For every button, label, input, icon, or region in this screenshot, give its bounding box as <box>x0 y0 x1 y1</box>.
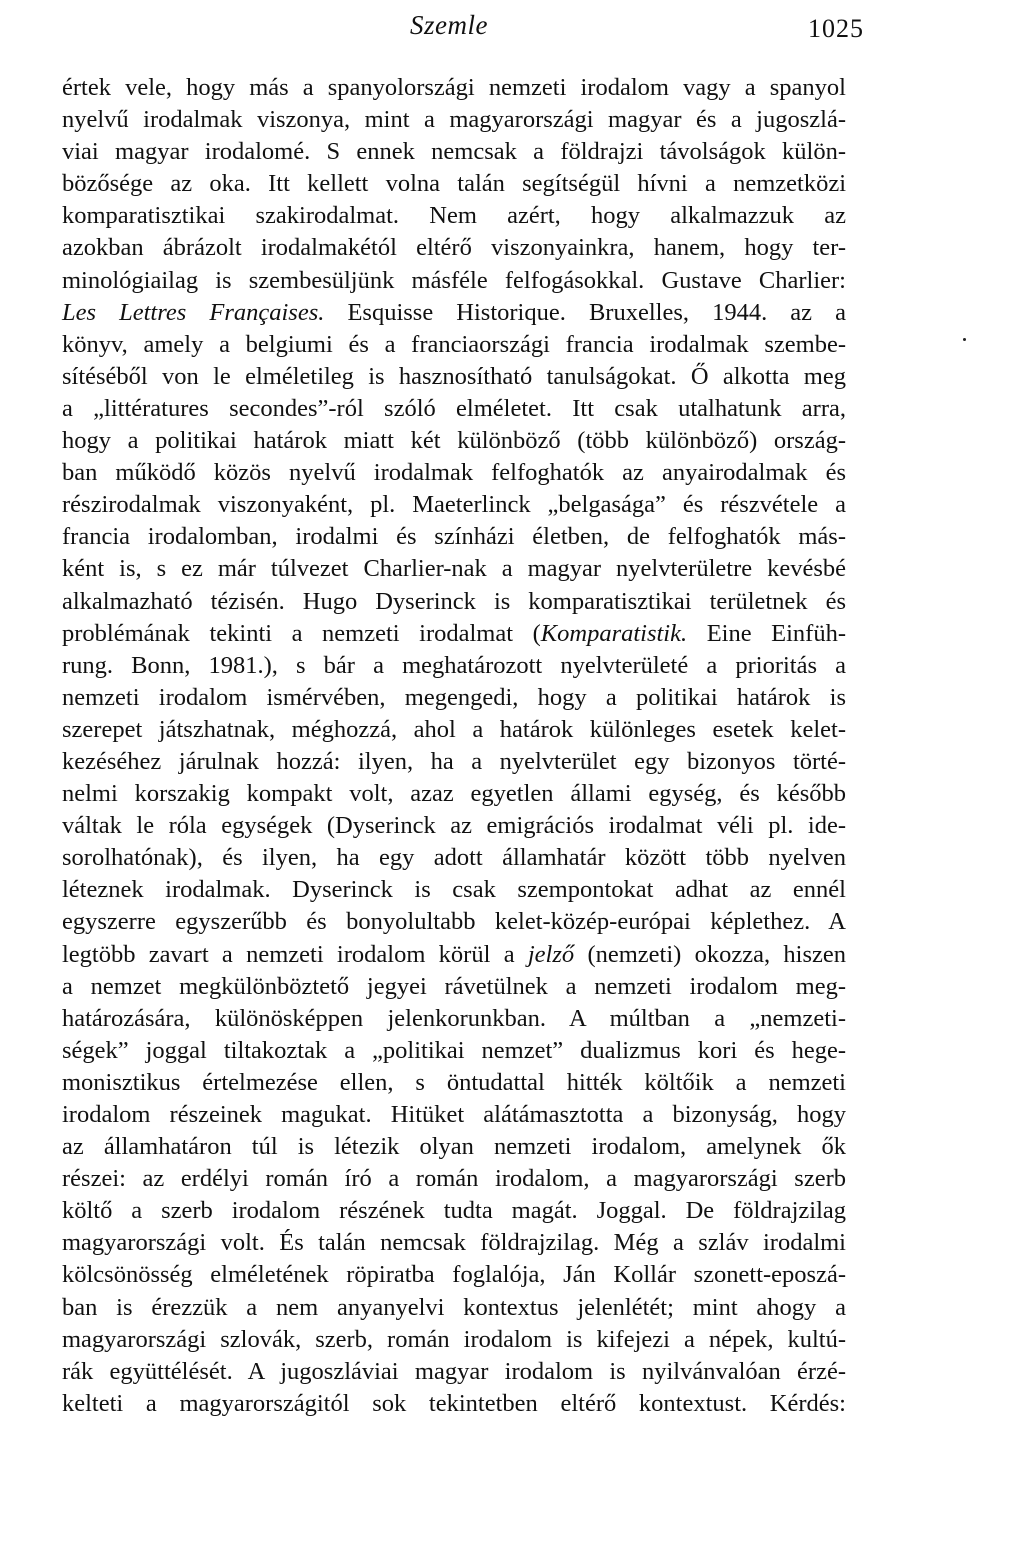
page-number: 1025 <box>808 14 864 43</box>
text-line: költő a szerb irodalom részének tudta magát. Joggal. De földrajzilag <box>62 1197 846 1225</box>
text-line: ban is érezzük a nem anyanyelvi kontextus jelenlétét; mint ahogy a <box>62 1293 846 1321</box>
text-line: minológiailag is szembesüljünk másféle felfogásokkal. Gustave Charlier: <box>62 266 846 294</box>
text-line: rák együttélését. A jugoszláviai magyar irodalom is nyilvánvalóan érzé- <box>62 1357 846 1385</box>
text-line: nyelvű irodalmak viszonya, mint a magyarországi magyar és a jugoszlá- <box>62 106 846 134</box>
text-line: kelteti a magyarországitól sok tekintetben eltérő kontextust. Kérdés: <box>62 1389 846 1417</box>
body-paragraph <box>62 72 846 1420</box>
emphasis: jelző <box>527 940 575 968</box>
text-line: értek vele, hogy más a spanyolországi nemzeti irodalom vagy a spanyol <box>62 74 846 101</box>
print-speck <box>963 338 966 341</box>
running-title: Szemle <box>410 10 488 40</box>
text-line: hogy a politikai határok miatt két különböző (több különböző) ország- <box>62 427 846 455</box>
text-line: francia irodalomban, irodalmi és színházi életben, de felfoghatók más- <box>62 523 846 551</box>
text-line: komparatisztikai szakirodalmat. Nem azért, hogy alkalmazzuk az <box>62 202 846 230</box>
text-line: monisztikus értelmezése ellen, s öntudattal hitték költőik a nemzeti <box>62 1068 846 1096</box>
text-line: magyarországi szlovák, szerb, román irodalom is kifejezi a népek, kultú- <box>62 1325 846 1353</box>
text-line: nelmi korszakig kompakt volt, azaz egyetlen állami egység, és később <box>62 780 846 808</box>
text-line: irodalom részeinek magukat. Hitüket alátámasztotta a bizonyság, hogy <box>62 1101 846 1128</box>
text-line: határozására, különösképpen jelenkorunkban. A múltban a „nemzeti- <box>62 1004 846 1032</box>
text-line: kezéséhez járulnak hozzá: ilyen, ha a nyelvterület egy bizonyos törté- <box>62 747 846 775</box>
text-line: problémának tekinti a nemzeti irodalmat (Komparatistik. Eine Einfüh- <box>62 619 846 647</box>
text-line: az államhatáron túl is létezik olyan nemzeti irodalom, amelynek ők <box>62 1133 846 1161</box>
page-header <box>0 10 1024 50</box>
text-line: könyv, amely a belgiumi és a franciaországi francia irodalmak szembe- <box>62 330 846 358</box>
book-title: Les Lettres Françaises. <box>62 298 325 326</box>
text-line: váltak le róla egységek (Dyserinck az emigrációs irodalmat véli pl. ide- <box>62 812 846 840</box>
text-line: nemzeti irodalom ismérvében, megengedi, hogy a politikai határok is <box>62 683 846 711</box>
text-line: magyarországi volt. És talán nemcsak földrajzilag. Még a szláv irodalmi <box>62 1229 846 1257</box>
text-line: léteznek irodalmak. Dyserinck is csak szempontokat adhat az ennél <box>62 876 846 904</box>
text-line: egyszerre egyszerűbb és bonyolultabb kelet-közép-európai képlethez. A <box>62 908 846 936</box>
book-title: Komparatistik. <box>540 619 688 647</box>
text-line: ban működő közös nyelvű irodalmak felfoghatók az anyairodalmak és <box>62 459 846 487</box>
text-line: legtöbb zavart a nemzeti irodalom körül a jelző (nemzeti) okozza, hiszen <box>62 940 846 968</box>
text-line: kölcsönösség elméletének röpiratba foglalója, Ján Kollár szonett-eposzá- <box>62 1261 846 1289</box>
text-line: részirodalmak viszonyaként, pl. Maeterlinck „belgasága” és részvétele a <box>62 491 846 519</box>
text-line: rung. Bonn, 1981.), s bár a meghatározott nyelvterületé a prioritás a <box>62 651 846 679</box>
text-line: a „littératures secondes”-ról szóló elméletet. Itt csak utalhatunk arra, <box>62 394 846 422</box>
text-line: sítéséből von le elméletileg is hasznosítható tanulságokat. Ő alkotta meg <box>62 362 846 390</box>
text-line: szerepet játszhatnak, méghozzá, ahol a határok különleges esetek kelet- <box>62 715 846 743</box>
text-line: alkalmazható tézisén. Hugo Dyserinck is komparatisztikai területnek és <box>62 587 846 615</box>
text-line: a nemzet megkülönböztető jegyei rávetülnek a nemzeti irodalom meg- <box>62 972 846 1000</box>
text-line: ségek” joggal tiltakoztak a „politikai nemzet” dualizmus kori és hege- <box>62 1036 846 1064</box>
text-line: viai magyar irodalomé. S ennek nemcsak a földrajzi távolságok külön- <box>62 138 846 166</box>
text-line: azokban ábrázolt irodalmakétól eltérő viszonyainkra, hanem, hogy ter- <box>62 234 846 262</box>
text-line: sorolhatónak), és ilyen, ha egy adott államhatár között több nyelven <box>62 844 846 872</box>
text-line: részei: az erdélyi román író a román irodalom, a magyarországi szerb <box>62 1165 846 1193</box>
text-line: ként is, s ez már túlvezet Charlier-nak a magyar nyelvterületre kevésbé <box>62 555 846 583</box>
text-line: bözősége az oka. Itt kellett volna talán segítségül hívni a nemzetközi <box>62 170 846 198</box>
text-line: Les Lettres Françaises. Esquisse Historique. Bruxelles, 1944. az a <box>62 298 847 326</box>
